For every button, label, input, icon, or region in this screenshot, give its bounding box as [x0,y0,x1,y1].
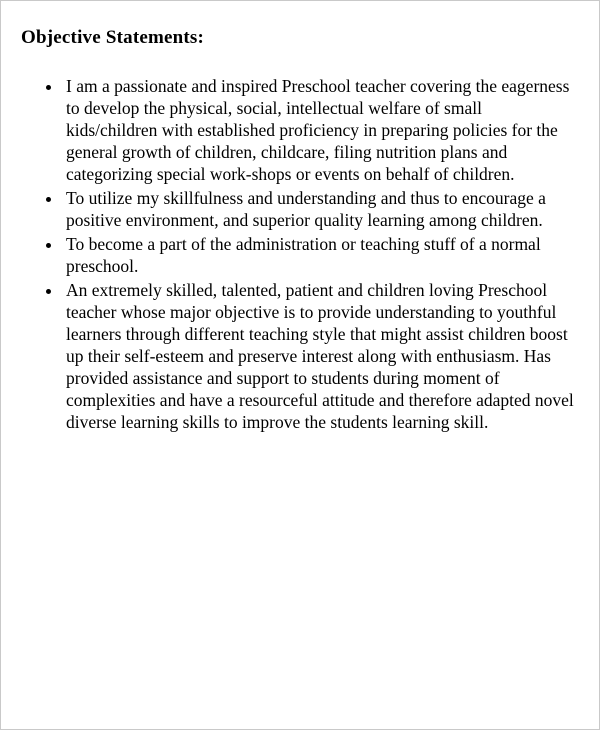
list-item: • To utilize my skillfulness and understanding and thus to encourage a positive environment, and superior quality learning among children. [63,187,577,231]
list-item: • An extremely skilled, talented, patient and children loving Preschool teacher whose major objective is to provide understanding to youthful learners through different teaching style that might assist children boost up their self-esteem and preserve interest along with enthusiasm. Has provided assistance and support to students during moment of complexities and have a resourceful attitude and therefore adapted novel diverse learning skills to improve the students learning skill. [63,279,577,433]
objective-list [21,75,581,433]
list-item: • To become a part of the administration or teaching stuff of a normal preschool. [63,233,577,277]
list-item: • I am a passionate and inspired Preschool teacher covering the eagerness to develop the physical, social, intellectual welfare of small kids/children with established proficiency in preparing policies for the general growth of children, childcare, filing nutrition plans and categorizing special work-shops or events on behalf of children. [63,75,577,185]
page-title: Objective Statements: [21,27,205,48]
